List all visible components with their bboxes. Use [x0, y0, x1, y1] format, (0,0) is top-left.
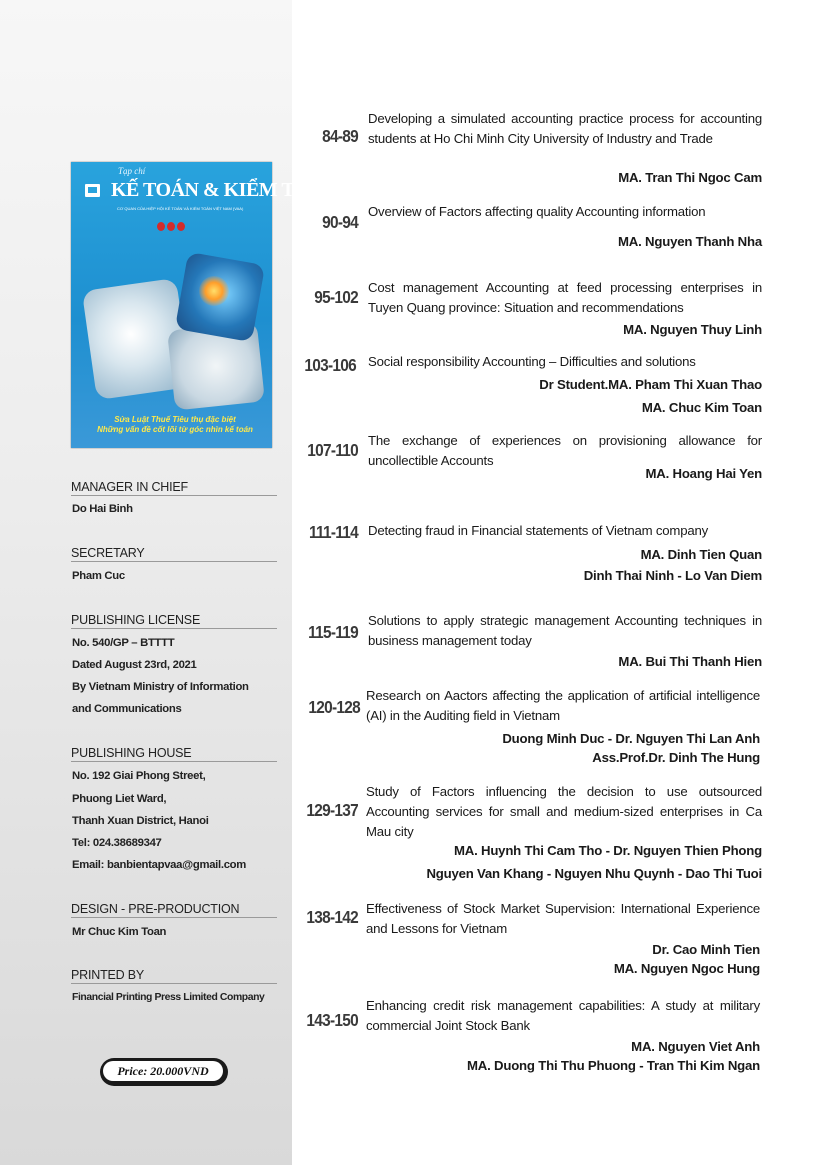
- article-author: Dr. Cao Minh Tien: [652, 942, 760, 957]
- article-pages: 143-150: [306, 1010, 358, 1030]
- article-title[interactable]: Social responsibility Accounting – Difficulties and solutions: [368, 354, 696, 369]
- cover-headline-line-1: Sửa Luật Thuế Tiêu thụ đặc biệt: [114, 415, 236, 424]
- article-title[interactable]: Developing a simulated accounting practice process for accounting students at Ho Chi Minh City University of Industry and Trade: [368, 111, 762, 146]
- article-author: Duong Minh Duc - Dr. Nguyen Thi Lan Anh: [502, 731, 760, 746]
- license-line: By Vietnam Ministry of Information: [72, 681, 249, 693]
- article-author: MA. Huynh Thi Cam Tho - Dr. Nguyen Thien Phong: [453, 843, 762, 858]
- article-author: Ass.Prof.Dr. Dinh The Hung: [592, 750, 760, 765]
- cover-masthead: KẾ TOÁN & KIỂM TOÁN: [111, 179, 337, 201]
- cover-headline-line-2: Những vấn đề cốt lõi từ góc nhìn kế toán: [97, 425, 253, 434]
- article-author: MA. Duong Thi Thu Phuong - Tran Thi Kim Ngan: [466, 1058, 760, 1073]
- article-author: Nguyen Van Khang - Nguyen Nhu Quynh - Dao Thi Tuoi: [426, 866, 762, 881]
- article-title[interactable]: The exchange of experiences on provisioning allowance for uncollectible Accounts: [368, 433, 762, 468]
- manager-title: MANAGER IN CHIEF: [71, 480, 277, 496]
- article-title[interactable]: Effectiveness of Stock Market Supervision: International Experience and Lessons for Vietnam: [366, 901, 760, 936]
- cover-photo: [81, 254, 263, 404]
- cover-headline: [85, 415, 265, 435]
- article-pages: 103-106: [304, 355, 356, 375]
- article-title[interactable]: Research on Aactors affecting the application of artificial intelligence (AI) in the Auditing field in Vietnam: [366, 688, 760, 723]
- manager-name: Do Hai Binh: [72, 503, 133, 515]
- article-author: MA. Nguyen Thuy Linh: [623, 322, 762, 337]
- article-title[interactable]: Solutions to apply strategic management Accounting techniques in business management today: [368, 613, 762, 648]
- article-title[interactable]: Enhancing credit risk management capabilities: A study at military commercial Joint Stock Bank: [366, 998, 760, 1033]
- house-title: PUBLISHING HOUSE: [71, 746, 277, 762]
- secretary-name: Pham Cuc: [72, 570, 125, 582]
- article-title[interactable]: Detecting fraud in Financial statements of Vietnam company: [368, 523, 709, 538]
- secretary-title: SECRETARY: [71, 546, 277, 562]
- printed-title: PRINTED BY: [71, 968, 277, 984]
- article-author: MA. Nguyen Thanh Nha: [618, 234, 762, 249]
- printed-name: Financial Printing Press Limited Company: [72, 992, 265, 1003]
- article-title[interactable]: Overview of Factors affecting quality Accounting information: [368, 204, 706, 219]
- article-author: Dinh Thai Ninh - Lo Van Diem: [583, 568, 762, 583]
- house-line: Thanh Xuan District, Hanoi: [72, 815, 209, 827]
- article-author: MA. Chuc Kim Toan: [641, 400, 762, 415]
- price-text: Price: 20.000VND: [103, 1061, 223, 1081]
- article-author: MA. Nguyen Viet Anh: [631, 1039, 760, 1054]
- price-badge: [100, 1058, 228, 1086]
- article-pages: 138-142: [306, 907, 358, 927]
- cover-subtitle: CƠ QUAN CỦA HIỆP HỘI KẾ TOÁN VÀ KIỂM TOÁN VIỆT NAM (VAA): [117, 206, 244, 211]
- design-name: Mr Chuc Kim Toan: [72, 926, 167, 938]
- article-pages: 129-137: [306, 800, 358, 820]
- license-line: Dated August 23rd, 2021: [72, 659, 197, 671]
- license-line: and Communications: [72, 703, 182, 715]
- article-pages: 115-119: [308, 622, 358, 642]
- article-title[interactable]: Cost management Accounting at feed processing enterprises in Tuyen Quang province: Situation and recommendations: [368, 280, 762, 315]
- article-author: Dr Student.MA. Pham Thi Xuan Thao: [539, 377, 762, 392]
- article-author: MA. Tran Thi Ngoc Cam: [618, 170, 762, 185]
- cover-label: Tạp chí: [118, 166, 146, 176]
- article-title[interactable]: Study of Factors influencing the decision to use outsourced Accounting services for small and medium-sized enterprises in Ca Mau city: [366, 784, 762, 839]
- license-line: No. 540/GP – BTTTT: [72, 637, 175, 649]
- article-pages: 95-102: [314, 287, 358, 307]
- article-pages: 120-128: [308, 697, 360, 717]
- house-line: Tel: 024.38689347: [72, 837, 162, 849]
- article-pages: 84-89: [322, 126, 358, 146]
- article-author: MA. Bui Thi Thanh Hien: [618, 654, 762, 669]
- article-pages: 90-94: [322, 212, 358, 232]
- article-author: MA. Nguyen Ngoc Hung: [613, 961, 760, 976]
- article-pages: 107-110: [307, 440, 358, 460]
- article-pages: 111-114: [308, 522, 358, 542]
- house-line: No. 192 Giai Phong Street,: [72, 770, 206, 782]
- award-logos-icon: [157, 218, 187, 236]
- license-title: PUBLISHING LICENSE: [71, 613, 277, 629]
- house-line: Phuong Liet Ward,: [72, 793, 167, 805]
- house-line: Email: banbientapvaa@gmail.com: [72, 859, 247, 871]
- computer-icon: [85, 184, 100, 197]
- article-author: MA. Hoang Hai Yen: [645, 466, 762, 481]
- article-author: MA. Dinh Tien Quan: [640, 547, 762, 562]
- design-title: DESIGN - PRE-PRODUCTION: [71, 902, 277, 918]
